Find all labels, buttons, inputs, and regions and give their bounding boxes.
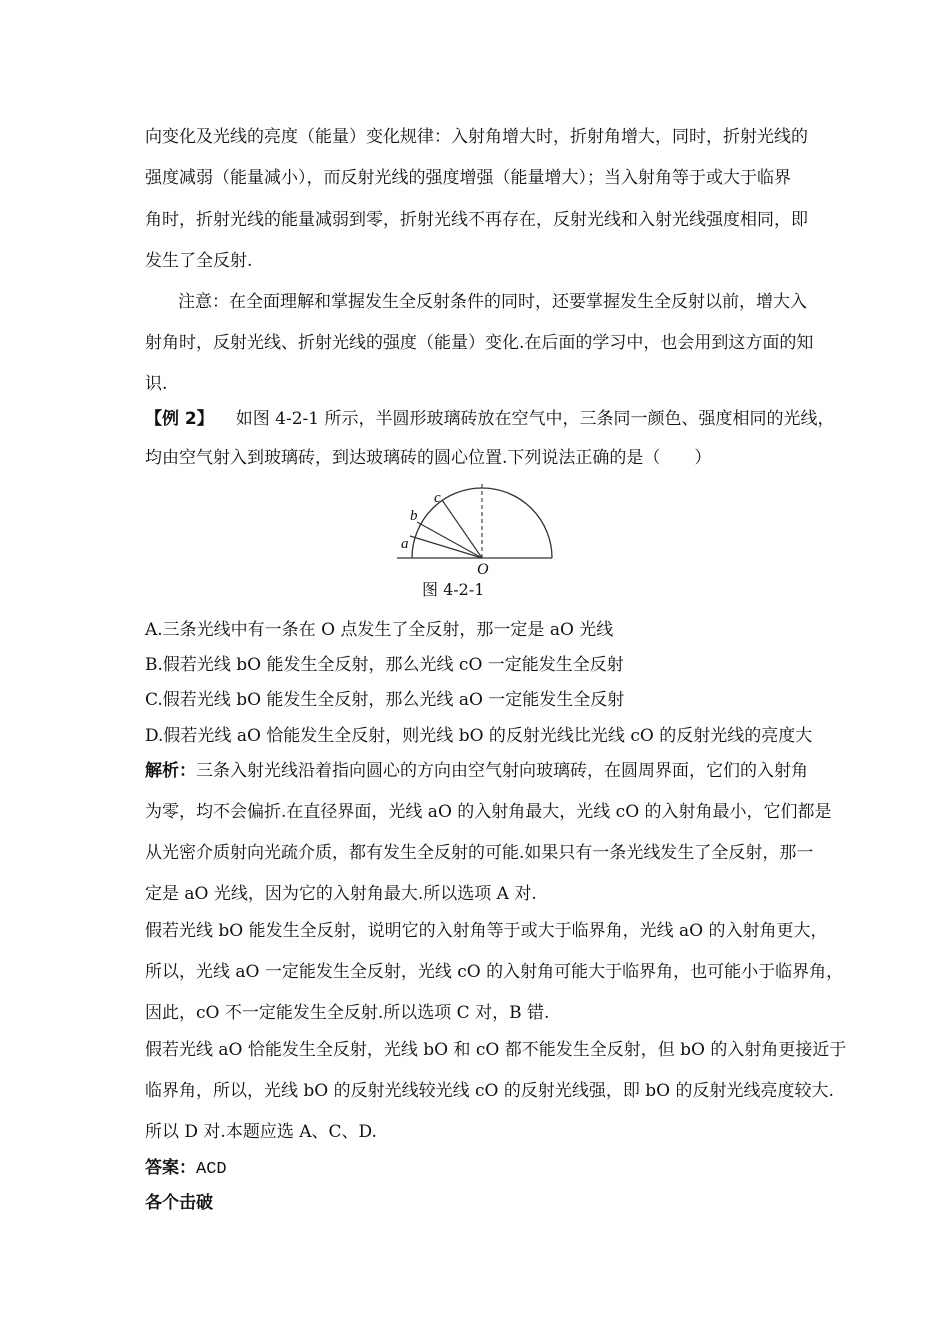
analysis-line: 所以，光线 aO 一定能发生全反射，光线 cO 的入射角可能大于临界角，也可能小于临界角， bbox=[145, 962, 844, 982]
analysis-line: 所以 D 对.本题应选 A、C、D. bbox=[145, 1122, 377, 1142]
analysis-line: 定是 aO 光线，因为它的入射角最大.所以选项 A 对. bbox=[145, 884, 537, 904]
label-c: c bbox=[434, 490, 441, 506]
analysis-line: 因此，cO 不一定能发生全反射.所以选项 C 对，B 错. bbox=[145, 1003, 550, 1023]
ray-a bbox=[410, 536, 482, 558]
analysis-line: 临界角，所以，光线 bO 的反射光线较光线 cO 的反射光线强，即 bO 的反射光线亮度较大. bbox=[145, 1081, 834, 1101]
figure-semicircle bbox=[395, 478, 560, 576]
note-line: 射角时，反射光线、折射光线的强度（能量）变化.在后面的学习中，也会用到这方面的知 bbox=[145, 333, 814, 353]
semicircle-diagram bbox=[395, 478, 560, 576]
figure-caption: 图 4-2-1 bbox=[422, 580, 485, 599]
analysis-line: 假若光线 aO 恰能发生全反射，光线 bO 和 cO 都不能发生全反射，但 bO 的入射角更接近于 bbox=[145, 1040, 847, 1060]
answer-line bbox=[145, 1157, 227, 1181]
answer-value: ACD bbox=[196, 1160, 227, 1179]
analysis-line: 假若光线 bO 能发生全反射，说明它的入射角等于或大于临界角，光线 aO 的入射角更大， bbox=[145, 921, 828, 941]
paragraph-line: 角时，折射光线的能量减弱到零，折射光线不再存在，反射光线和入射光线强度相同，即 bbox=[145, 210, 808, 230]
section-heading: 各个击破 bbox=[145, 1193, 213, 1213]
paragraph-line: 向变化及光线的亮度（能量）变化规律：入射角增大时，折射角增大，同时，折射光线的 bbox=[145, 127, 808, 147]
analysis-text: 三条入射光线沿着指向圆心的方向由空气射向玻璃砖，在圆周界面，它们的入射角 bbox=[196, 761, 808, 781]
option-a: A.三条光线中有一条在 O 点发生了全反射，那一定是 aO 光线 bbox=[145, 620, 614, 640]
example-text: 如图 4-2-1 所示，半圆形玻璃砖放在空气中，三条同一颜色、强度相同的光线， bbox=[235, 409, 835, 429]
option-b: B.假若光线 bO 能发生全反射，那么光线 cO 一定能发生全反射 bbox=[145, 655, 624, 675]
option-c: C.假若光线 bO 能发生全反射，那么光线 aO 一定能发生全反射 bbox=[145, 690, 625, 710]
paragraph-line: 强度减弱（能量减小），而反射光线的强度增强（能量增大）；当入射角等于或大于临界 bbox=[145, 168, 791, 188]
ray-c bbox=[442, 500, 482, 558]
analysis-line bbox=[145, 760, 808, 782]
example-tag: 【例 2】 bbox=[145, 409, 214, 429]
label-a: a bbox=[401, 536, 409, 552]
label-b: b bbox=[410, 508, 418, 524]
ray-b bbox=[417, 522, 482, 558]
paragraph-line: 发生了全反射. bbox=[145, 251, 253, 271]
analysis-label: 解析： bbox=[145, 761, 196, 781]
note-line: 注意：在全面理解和掌握发生全反射条件的同时，还要掌握发生全反射以前，增大入 bbox=[178, 292, 807, 312]
example-line bbox=[145, 408, 835, 430]
note-line: 识. bbox=[145, 374, 168, 394]
example-line: 均由空气射入到玻璃砖，到达玻璃砖的圆心位置.下列说法正确的是（ ） bbox=[145, 448, 712, 468]
analysis-line: 从光密介质射向光疏介质，都有发生全反射的可能.如果只有一条光线发生了全反射，那一 bbox=[145, 843, 814, 863]
analysis-line: 为零，均不会偏折.在直径界面，光线 aO 的入射角最大，光线 cO 的入射角最小，它们都是 bbox=[145, 802, 832, 822]
label-o: O bbox=[477, 561, 489, 576]
answer-label: 答案： bbox=[145, 1158, 196, 1178]
option-d: D.假若光线 aO 恰能发生全反射，则光线 bO 的反射光线比光线 cO 的反射光线的亮度大 bbox=[145, 726, 813, 746]
